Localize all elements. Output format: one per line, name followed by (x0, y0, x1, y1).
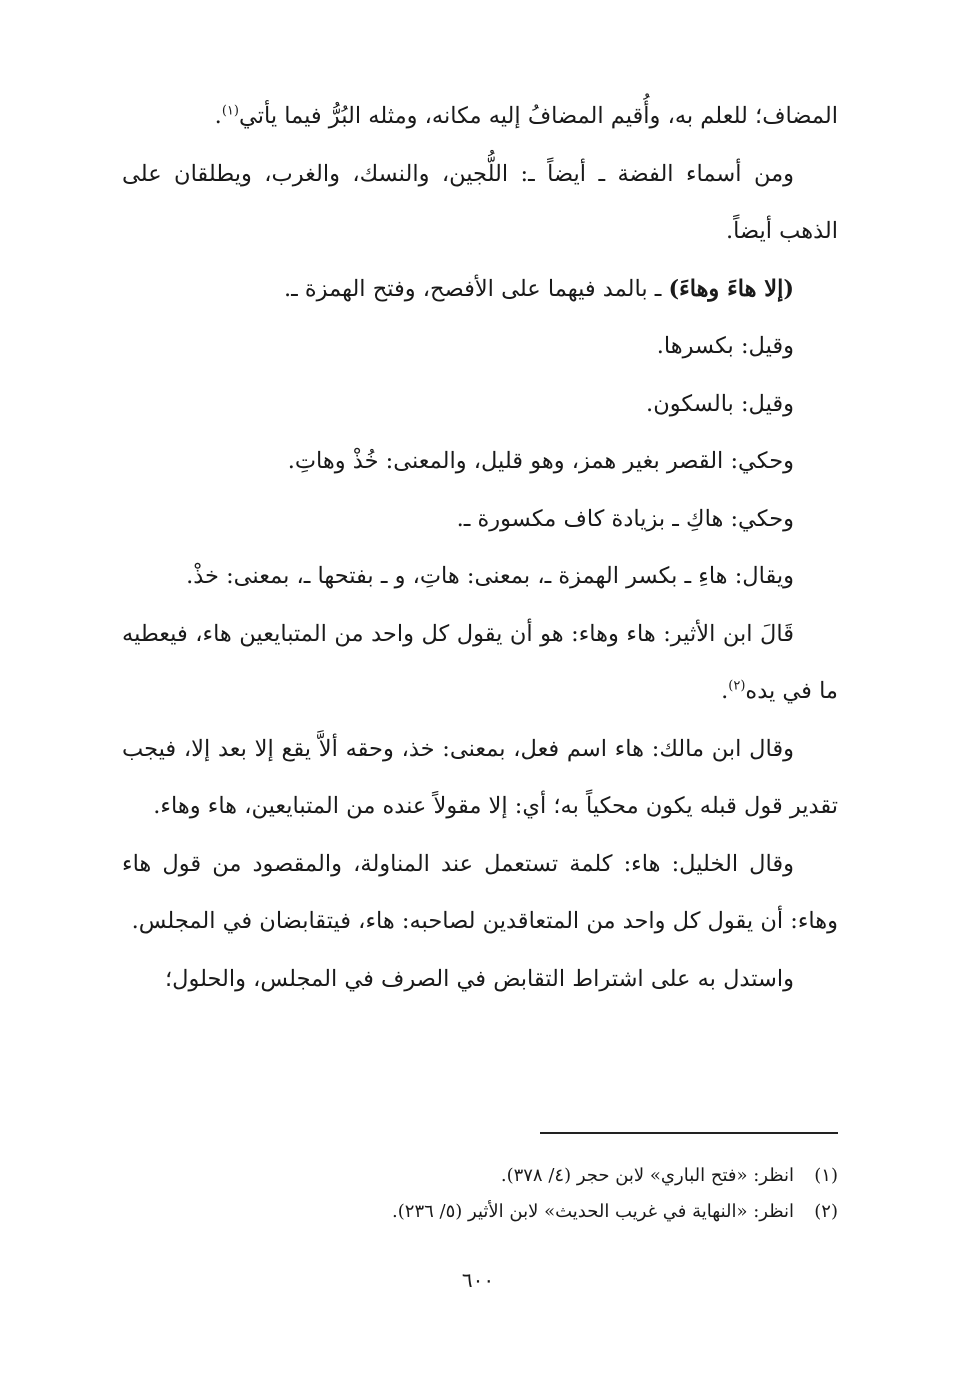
footnote-1-number: (١) (814, 1165, 838, 1186)
paragraph-9-text: قَالَ ابن الأثير: هاء وهاء: هو أن يقول كل واحد من المتبايعين هاء، فيعطيه ما في يده (122, 620, 838, 704)
paragraph-4: وقيل: بكسرها. (656, 333, 794, 359)
footnote-2 (122, 1194, 838, 1230)
paragraph-12: واستدل به على اشتراط التقابض في الصرف في المجلس، والحلول؛ (164, 965, 794, 992)
paragraph-10: وقال ابن مالك: هاء اسم فعل، بمعنى: خذ، وحقه ألاَّ يقع إلا بعد إلا، فيجب تقدير قول قبله يكون محكياً به؛ أي: إلا مقولاً عنده من المتبايعين، هاء وهاء. (122, 735, 838, 819)
paragraph-3 (122, 261, 838, 319)
footnote-separator (540, 1132, 838, 1134)
footnote-1 (122, 1158, 838, 1194)
paragraph-6: وحكي: القصر بغير همز، وهو قليل، والمعنى: خُذْ وهاتِ. (287, 448, 794, 474)
footnote-ref-1: (١) (221, 103, 239, 119)
paragraph-2: ومن أسماء الفضة ـ أيضاً ـ: اللُّجين، والنسك، والغرب، ويطلقان على الذهب أيضاً. (122, 160, 838, 244)
paragraph-1-end: . (214, 103, 222, 129)
paragraph-1 (122, 88, 838, 146)
footnote-1-text: انظر: «فتح الباري» لابن حجر (٤/ ٣٧٨). (500, 1165, 794, 1186)
paragraph-7: وحكي: هاكِ ـ بزيادة كاف مكسورة ـ. (456, 505, 794, 532)
main-text (122, 88, 838, 1008)
paragraph-8: ويقال: هاءِ ـ بكسر الهمزة ـ، بمعنى: هاتِ، و ـ بفتحها ـ، بمعنى: خذْ. (186, 563, 794, 589)
paragraph-9 (122, 606, 838, 721)
paragraph-5: وقيل: بالسكون. (646, 390, 794, 417)
heading-term: (إلا هاءَ وهاءَ) (668, 275, 794, 302)
footnote-ref-2: (٢) (728, 678, 746, 694)
paragraph-11: وقال الخليل: هاء: كلمة تستعمل عند المناولة، والمقصود من قول هاء وهاء: أن يقول كل واحد من المتعاقدين لصاحبه: هاء، فيتقابضان في المجلس. (122, 850, 838, 934)
paragraph-3-text: ـ بالمد فيهما على الأفصح، وفتح الهمزة ـ. (283, 275, 669, 302)
paragraph-1-text: المضاف؛ للعلم به، وأُقيم المضافُ إليه مكانه، ومثله البُرُّ فيما يأتي (238, 103, 838, 129)
footnote-2-number: (٢) (814, 1201, 838, 1222)
paragraph-9-end: . (721, 678, 729, 704)
footnotes (122, 1158, 838, 1230)
page-number: ٦٠٠ (461, 1268, 495, 1292)
footnote-2-text: انظر: «النهاية في غريب الحديث» لابن الأثير (٥/ ٢٣٦). (392, 1201, 794, 1222)
